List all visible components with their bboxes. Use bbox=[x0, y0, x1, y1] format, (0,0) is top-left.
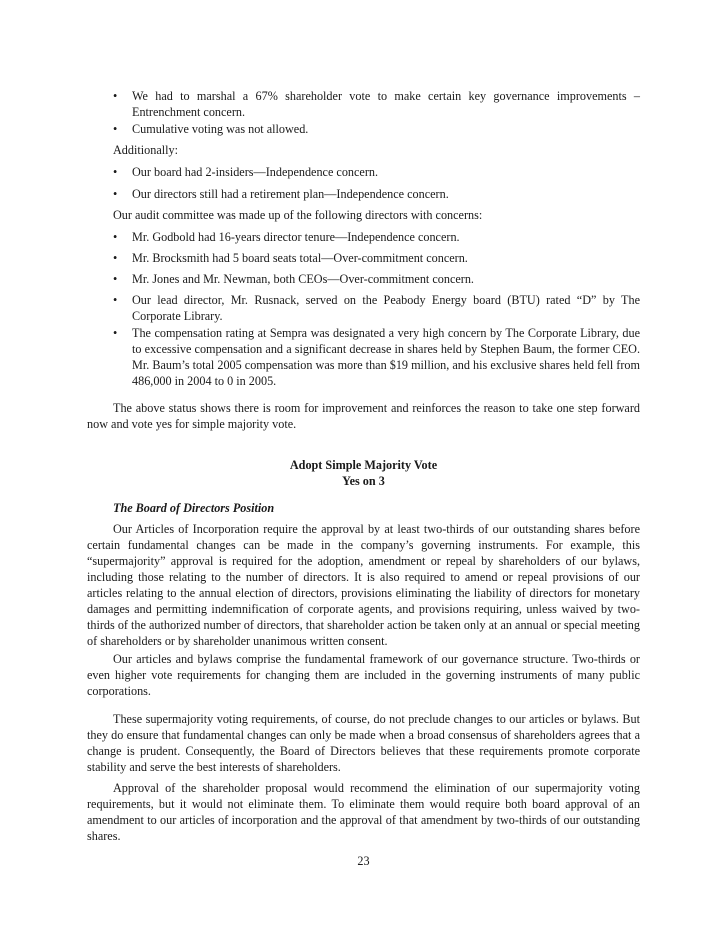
bullet-text: We had to marshal a 67% shareholder vote to make certain key governance improvements – Entrenchment concern. bbox=[132, 89, 640, 119]
bullet-text: Our directors still had a retirement plan—Independence concern. bbox=[132, 187, 449, 201]
proposal-subtitle: Yes on 3 bbox=[342, 474, 385, 488]
bullet-icon: • bbox=[113, 293, 118, 307]
bullet-text: The compensation rating at Sempra was designated a very high concern by The Corporate Library, due to excessive compensation and a significant decrease in shares held by Stephen Baum, the former CEO. Mr. Baum’s total 2005 compensation was more than $19 million, and his exclusive shares held fell from 486,000 in 2004 to 0 in 2005. bbox=[132, 326, 640, 388]
additionally-label: Additionally: bbox=[113, 143, 178, 157]
bullet-item bbox=[113, 229, 640, 245]
proposal-title: Adopt Simple Majority Vote bbox=[289, 458, 438, 472]
bullet-item bbox=[113, 271, 640, 287]
bullet-icon: • bbox=[113, 326, 118, 340]
bullet-text: Our board had 2-insiders—Independence concern. bbox=[132, 165, 379, 179]
bullet-text: Mr. Brocksmith had 5 board seats total—Over-commitment concern. bbox=[132, 251, 468, 265]
bullet-icon: • bbox=[113, 230, 118, 244]
page-number: 23 bbox=[357, 854, 370, 868]
bullet-icon: • bbox=[113, 165, 118, 179]
bullet-item bbox=[113, 325, 640, 389]
board-paragraph: Our Articles of Incorporation require the approval by at least two-thirds of our outstanding shares before certain fundamental changes can be made in the company’s governing instruments. For example, this “supermajority” approval is required for the adoption, amendment or repeal by shareholders of our bylaws, including those relating to the number of directors. It is also required to amend or repeal provisions of our articles relating to the annual election of directors, provisions eliminating the liability of directors for monetary damages and permitting indemnification of corporate agents, and provisions requiring, unless waived by two-thirds of the authorized number of directors, that shareholder action be taken only at an annual or special meeting of shareholders or by shareholder unanimous written consent. bbox=[87, 522, 640, 648]
audit-intro: Our audit committee was made up of the following directors with concerns: bbox=[113, 208, 483, 222]
bullet-item bbox=[113, 250, 640, 266]
bullet-icon: • bbox=[113, 89, 118, 103]
bullet-item bbox=[113, 164, 640, 180]
bullet-item bbox=[113, 292, 640, 324]
bullet-icon: • bbox=[113, 187, 118, 201]
status-paragraph: The above status shows there is room for improvement and reinforces the reason to take one step forward now and vote yes for simple majority vote. bbox=[87, 401, 640, 431]
bullet-icon: • bbox=[113, 272, 118, 286]
bullet-item bbox=[113, 88, 640, 120]
bullet-icon: • bbox=[113, 251, 118, 265]
board-paragraph: Approval of the shareholder proposal would recommend the elimination of our supermajority voting requirements, but it would not eliminate them. To eliminate them would require both board approval of an amendment to our articles of incorporation and the approval of that amendment by two-thirds of our outstanding shares. bbox=[87, 781, 640, 843]
bullet-text: Our lead director, Mr. Rusnack, served on the Peabody Energy board (BTU) rated “D” by The Corporate Library. bbox=[132, 293, 640, 323]
board-position-heading: The Board of Directors Position bbox=[113, 501, 275, 515]
bullet-text: Mr. Godbold had 16-years director tenure—Independence concern. bbox=[132, 230, 460, 244]
board-paragraph: Our articles and bylaws comprise the fundamental framework of our governance structure. Two-thirds or even higher vote requirements for changing them are included in the governing instruments of many public corporations. bbox=[87, 652, 640, 698]
bullet-item bbox=[113, 121, 640, 137]
board-paragraph: These supermajority voting requirements, of course, do not preclude changes to our articles or bylaws. But they do ensure that fundamental changes can only be made when a broad consensus of shareholders agrees that a change is prudent. Consequently, the Board of Directors believes that these requirements promote corporate stability and serve the best interests of shareholders. bbox=[87, 712, 640, 774]
bullet-text: Mr. Jones and Mr. Newman, both CEOs—Over-commitment concern. bbox=[132, 272, 474, 286]
bullet-text: Cumulative voting was not allowed. bbox=[132, 122, 309, 136]
bullet-item bbox=[113, 186, 640, 202]
bullet-icon: • bbox=[113, 122, 118, 136]
